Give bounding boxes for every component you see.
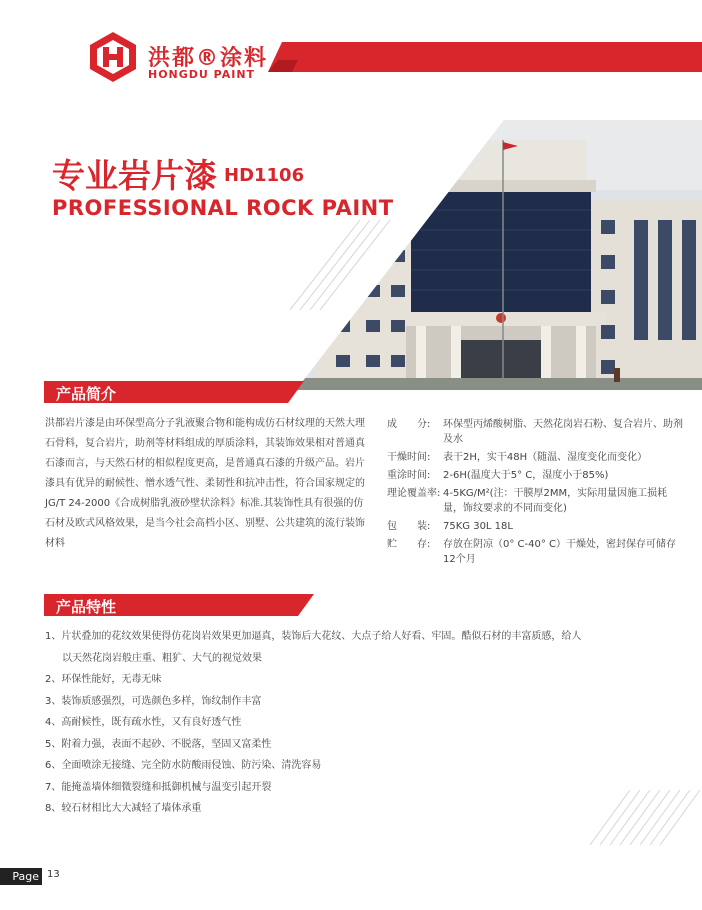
product-title-en: PROFESSIONAL ROCK PAINT	[52, 196, 394, 220]
spec-value: 2-6H(温度大于5° C，湿度小于85%)	[443, 470, 609, 481]
spec-list	[387, 417, 687, 570]
intro-description: 洪都岩片漆是由环保型高分子乳液聚合物和能构成仿石材纹理的天然大理石骨料，复合岩片，助剂等材料组成的厚质涂料，其装饰效果相对普通真石漆而言，与天然石材的相似程度更高，是普通真石漆的升级产品。岩片漆具有优异的耐候性、憎水透气性、柔韧性和抗冲击性，符合国家规定的JG/T 24-2000《合成树脂乳液砂壁状涂料》标准.其装饰性具有很强的仿石材及欧式风格效果，是当今社会高档小区、别墅、公共建筑的流行装饰材料	[45, 418, 365, 549]
spec-value: 环保型丙烯酸树脂、天然花岗岩石粉、复合岩片、助剂及水	[443, 419, 683, 445]
diagonal-hatch-decoration	[590, 790, 702, 850]
spec-value: 存放在阴凉（0° C-40° C）干燥处，密封保存可储存12个月	[443, 539, 677, 565]
diagonal-hatch-decoration	[290, 200, 400, 350]
spec-row-packaging	[387, 519, 687, 534]
feature-item: 8、较石材相比大大减轻了墙体承重	[45, 803, 202, 814]
spec-label: 理论覆盖率:	[387, 488, 441, 499]
feature-item: 3、装饰质感强烈，可选颜色多样，饰纹制作丰富	[45, 695, 262, 707]
spec-value: 表干2H，实干48H（随温、湿度变化而变化）	[443, 452, 648, 463]
feature-item-continued: 以天然花岗岩般庄重、粗犷、大气的视觉效果	[62, 652, 262, 664]
spec-label: 干燥时间:	[387, 452, 431, 463]
brand-name-en: HONGDU PAINT	[148, 68, 256, 81]
spec-label: 成 分:	[387, 419, 431, 430]
spec-row-coverage	[387, 486, 687, 516]
features-heading: 产品特性	[56, 598, 117, 616]
feature-item: 4、高耐候性，既有疏水性，又有良好透气性	[45, 717, 242, 728]
feature-item: 2、环保性能好，无毒无味	[45, 674, 162, 685]
intro-heading: 产品简介	[56, 385, 117, 403]
spec-value: 4-5KG/M²(注：干膜厚2MM，实际用量因施工损耗量，饰纹要求的不同而变化)	[443, 488, 668, 514]
hongdu-logo-icon	[88, 31, 138, 83]
spec-row-composition	[387, 417, 687, 447]
features-section-header	[44, 594, 314, 616]
feature-item: 6、全面喷涂无接缝、完全防水防酸雨侵蚀、防污染、清洗容易	[45, 760, 322, 771]
spec-label: 贮 存:	[387, 539, 431, 550]
spec-label: 重涂时间:	[387, 470, 431, 481]
spec-label: 包 装:	[387, 521, 431, 532]
product-model: HD1106	[224, 165, 305, 186]
page-label: Page	[0, 868, 42, 885]
feature-item: 5、附着力强，表面不起砂、不脱落，坚固又富柔性	[45, 738, 272, 750]
brand-name-cn: 洪都®涂料	[148, 46, 269, 71]
spec-value: 75KG 30L 18L	[443, 521, 513, 532]
page-number: 13	[47, 869, 60, 880]
feature-item: 1、片状叠加的花纹效果使得仿花岗岩效果更加逼真，装饰后大花纹、大点子给人好看、牢固。酷似石材的丰富质感，给人	[45, 631, 582, 642]
feature-list	[45, 626, 665, 820]
spec-row-dry-time	[387, 450, 687, 465]
intro-section-header	[44, 381, 304, 403]
header-red-band	[268, 42, 702, 72]
product-title-cn: 专业岩片漆	[52, 156, 217, 195]
spec-row-recoat-time	[387, 468, 687, 483]
feature-item: 7、能掩盖墙体细微裂缝和抵御机械与温变引起开裂	[45, 781, 272, 793]
spec-row-storage	[387, 537, 687, 567]
